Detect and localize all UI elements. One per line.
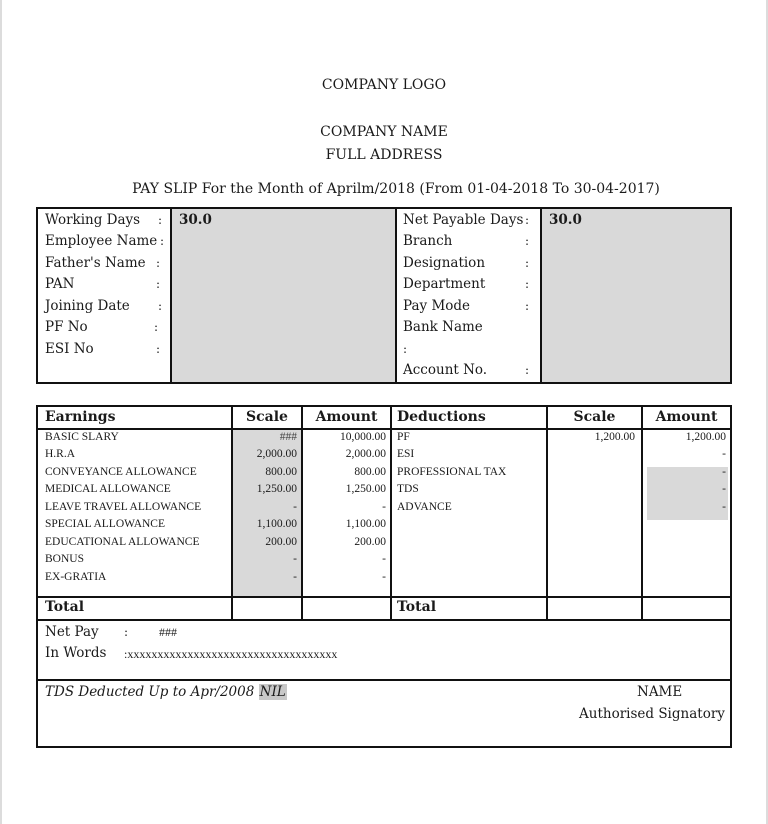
deductions-scale-header: Scale <box>573 409 616 425</box>
colon: : <box>156 277 161 291</box>
earning-scale: - <box>293 501 297 513</box>
deduction-amount: - <box>722 483 726 495</box>
earnings-total-label: Total <box>45 599 85 615</box>
deduction-name: ADVANCE <box>397 501 452 513</box>
colon: : <box>158 299 163 313</box>
left-values-area <box>171 209 395 382</box>
colon: : <box>525 256 530 270</box>
deduction-scale: 1,200.00 <box>594 431 635 443</box>
earning-name: BASIC SLARY <box>45 431 119 443</box>
label-pan: PAN <box>45 276 75 292</box>
deduction-name: TDS <box>397 483 419 495</box>
divider <box>38 428 730 430</box>
salary-table <box>36 405 732 748</box>
label-account-no: Account No. <box>403 362 488 378</box>
colon: : <box>156 256 161 270</box>
label-fathers-name: Father's Name <box>45 255 146 271</box>
colon: : <box>158 213 163 227</box>
working-days-value: 30.0 <box>179 212 212 228</box>
divider <box>395 209 397 382</box>
company-address: FULL ADDRESS <box>325 147 443 163</box>
deduction-amount: - <box>722 448 726 460</box>
earning-scale: 800.00 <box>265 466 297 478</box>
colon: : <box>403 342 408 356</box>
tds-deducted-text <box>45 684 287 700</box>
divider <box>38 679 730 681</box>
net-payable-days-value: 30.0 <box>549 212 582 228</box>
signatory-name: NAME <box>637 684 683 700</box>
divider <box>390 407 392 621</box>
earning-amount: 200.00 <box>354 536 386 548</box>
earnings-amount-header: Amount <box>315 409 378 425</box>
colon: : <box>156 342 161 356</box>
earning-name: EDUCATIONAL ALLOWANCE <box>45 536 200 548</box>
colon: : <box>525 234 530 248</box>
net-pay-label: Net Pay <box>45 624 99 640</box>
deduction-amount: - <box>722 466 726 478</box>
earning-scale: 200.00 <box>265 536 297 548</box>
deduction-name: PF <box>397 431 410 443</box>
employee-info-box <box>36 207 732 384</box>
label-department: Department <box>403 276 486 292</box>
earnings-scale-header: Scale <box>246 409 288 425</box>
label-bank-name: Bank Name <box>403 319 483 335</box>
earning-name: MEDICAL ALLOWANCE <box>45 483 171 495</box>
label-joining-date: Joining Date <box>45 298 130 314</box>
earning-scale: 2,000.00 <box>256 448 297 460</box>
deduction-name: PROFESSIONAL TAX <box>397 466 507 478</box>
right-values-area <box>541 209 730 382</box>
deduction-name: ESI <box>397 448 415 460</box>
label-employee-name: Employee Name <box>45 233 158 249</box>
label-esi-no: ESI No <box>45 341 94 357</box>
earning-scale: - <box>293 553 297 565</box>
earning-name: CONVEYANCE ALLOWANCE <box>45 466 197 478</box>
colon: : <box>525 299 530 313</box>
deductions-total-label: Total <box>397 599 437 615</box>
earning-amount: 2,000.00 <box>345 448 386 460</box>
earning-scale: 1,250.00 <box>256 483 297 495</box>
earning-amount: - <box>382 571 386 583</box>
in-words-value: :xxxxxxxxxxxxxxxxxxxxxxxxxxxxxxxxxxx <box>124 647 338 661</box>
earning-amount: 10,000.00 <box>340 431 386 443</box>
pay-slip-title: PAY SLIP For the Month of Aprilm/2018 (From 01-04-2018 To 30-04-2017) <box>132 181 660 197</box>
earning-amount: 1,100.00 <box>345 518 386 530</box>
colon: : <box>160 234 165 248</box>
in-words-label: In Words <box>45 645 107 661</box>
deduction-amount: 1,200.00 <box>685 431 726 443</box>
deduction-amount: - <box>722 501 726 513</box>
earning-amount: - <box>382 553 386 565</box>
divider <box>170 209 172 382</box>
earning-name: BONUS <box>45 553 84 565</box>
divider <box>540 209 542 382</box>
signatory-title: Authorised Signatory <box>579 706 725 722</box>
earning-amount: 1,250.00 <box>345 483 386 495</box>
earning-scale: ### <box>279 431 297 443</box>
deductions-amount-header: Amount <box>655 409 718 425</box>
tds-deducted-label: TDS Deducted Up to Apr/2008 <box>45 684 255 700</box>
label-working-days: Working Days <box>45 212 141 228</box>
company-logo: COMPANY LOGO <box>321 77 447 93</box>
divider <box>38 596 730 598</box>
colon: : <box>124 625 129 639</box>
label-designation: Designation <box>403 255 486 271</box>
colon: : <box>525 213 530 227</box>
deductions-header: Deductions <box>397 409 486 425</box>
net-pay-value: ### <box>159 625 177 639</box>
label-pf-no: PF No <box>45 319 88 335</box>
label-net-payable-days: Net Payable Days <box>403 212 524 228</box>
earning-amount: 800.00 <box>354 466 386 478</box>
company-name: COMPANY NAME <box>320 124 448 140</box>
colon: : <box>525 277 530 291</box>
colon: : <box>525 363 530 377</box>
earning-name: SPECIAL ALLOWANCE <box>45 518 166 530</box>
label-pay-mode: Pay Mode <box>403 298 471 314</box>
label-branch: Branch <box>403 233 453 249</box>
earning-name: LEAVE TRAVEL ALLOWANCE <box>45 501 202 513</box>
earning-name: H.R.A <box>45 448 76 460</box>
earnings-header: Earnings <box>45 409 116 425</box>
colon: : <box>154 320 159 334</box>
divider <box>38 619 730 621</box>
earning-scale: - <box>293 571 297 583</box>
earning-name: EX-GRATIA <box>45 571 107 583</box>
tds-deducted-value: NIL <box>259 684 286 700</box>
earning-amount: - <box>382 501 386 513</box>
earning-scale: 1,100.00 <box>256 518 297 530</box>
